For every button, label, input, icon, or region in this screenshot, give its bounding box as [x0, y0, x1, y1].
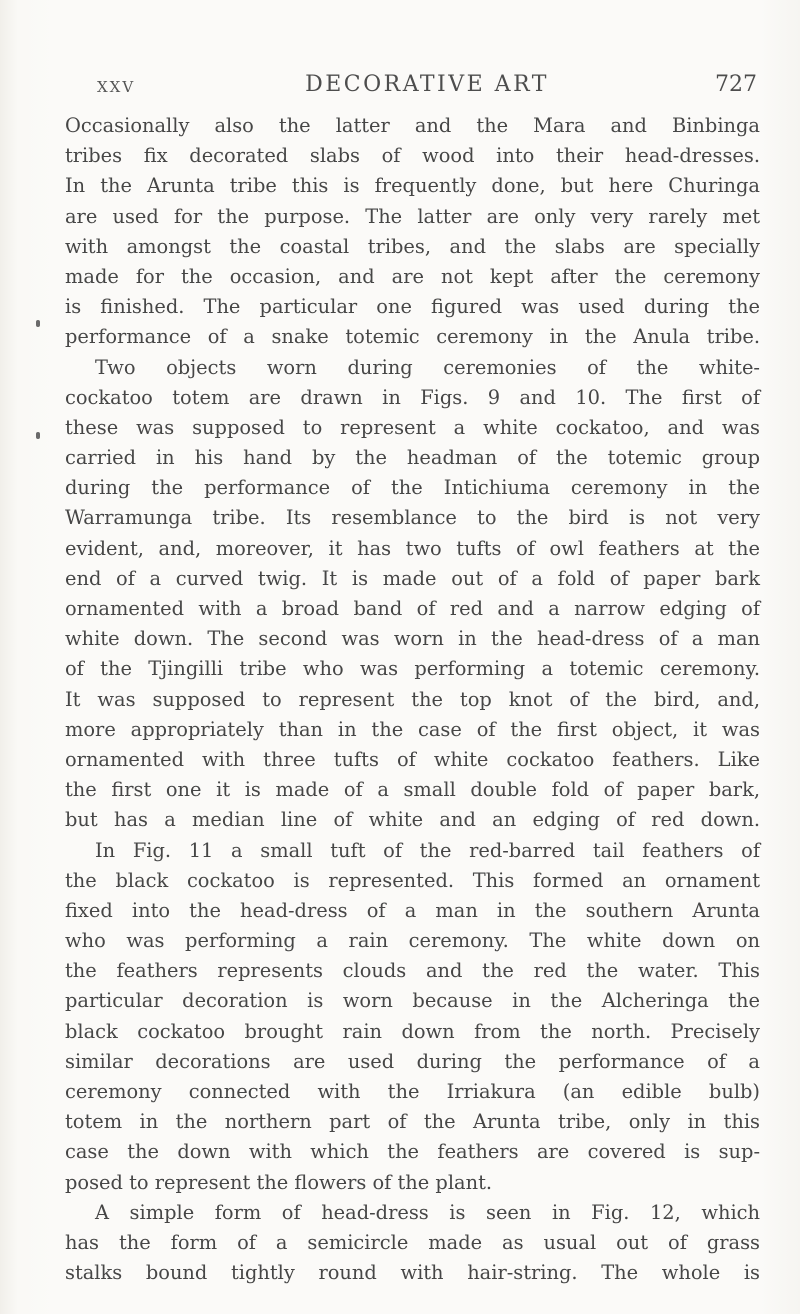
running-title: DECORATIVE ART: [305, 72, 549, 97]
chapter-number: XXV: [97, 78, 136, 96]
margin-mark: [36, 432, 40, 439]
text-line: case the down with which the feathers are covered is sup-: [65, 1140, 760, 1164]
text-line: ornamented with three tufts of white cockatoo feathers. Like: [65, 747, 760, 771]
page-number: 727: [715, 72, 757, 97]
text-line: end of a curved twig. It is made out of a fold of paper bark: [65, 566, 760, 590]
text-line: Occasionally also the latter and the Mara and Binbinga: [65, 114, 760, 137]
text-line: Warramunga tribe. Its resemblance to the bird is not very: [65, 506, 760, 530]
text-line: posed to represent the flowers of the plant.: [65, 1170, 493, 1194]
text-line: totem in the northern part of the Arunta tribe, only in this: [65, 1110, 760, 1134]
margin-mark: [36, 320, 40, 327]
text-line: particular decoration is worn because in the Alcheringa the: [65, 989, 760, 1013]
text-line: the feathers represents clouds and the red the water. This: [65, 959, 760, 983]
text-line: are used for the purpose. The latter are only very rarely met: [65, 204, 760, 228]
text-line: ornamented with a broad band of red and a narrow edging of: [65, 597, 760, 620]
text-line: performance of a snake totemic ceremony in the Anula tribe.: [65, 325, 760, 349]
text-line: ceremony connected with the Irriakura (an edible bulb): [65, 1080, 760, 1103]
text-line: In the Arunta tribe this is frequently done, but here Churinga: [65, 174, 760, 198]
text-line: cockatoo totem are drawn in Figs. 9 and 10. The first of: [65, 385, 760, 409]
text-line: A simple form of head-dress is seen in Fig. 12, which: [95, 1200, 760, 1224]
text-line: but has a median line of white and an edging of red down.: [65, 808, 760, 832]
text-line: made for the occasion, and are not kept after the ceremony: [65, 264, 760, 288]
text-line: the black cockatoo is represented. This formed an ornament: [65, 868, 760, 892]
running-head: [97, 72, 757, 106]
text-line: who was performing a rain ceremony. The white down on: [65, 929, 760, 953]
text-line: of the Tjingilli tribe who was performing a totemic ceremony.: [65, 657, 760, 681]
text-line: these was supposed to represent a white cockatoo, and was: [65, 415, 760, 439]
text-line: fixed into the head-dress of a man in the southern Arunta: [65, 898, 760, 922]
text-line: is finished. The particular one figured was used during the: [65, 295, 760, 319]
text-line: Two objects worn during ceremonies of the white-: [95, 355, 760, 379]
text-line: white down. The second was worn in the head-dress of a man: [65, 627, 760, 651]
text-line: carried in his hand by the headman of the totemic group: [65, 446, 760, 470]
text-line: tribes fix decorated slabs of wood into their head-dresses.: [65, 144, 760, 168]
text-line: during the performance of the Intichiuma ceremony in the: [65, 476, 760, 500]
text-line: with amongst the coastal tribes, and the slabs are specially: [65, 234, 760, 258]
text-line: black cockatoo brought rain down from the north. Precisely: [65, 1019, 760, 1043]
text-line: has the form of a semicircle made as usual out of grass: [65, 1230, 760, 1254]
text-line: evident, and, moreover, it has two tufts of owl feathers at the: [65, 536, 760, 560]
text-line: stalks bound tightly round with hair-string. The whole is: [65, 1261, 760, 1285]
text-line: It was supposed to represent the top knot of the bird, and,: [65, 687, 760, 711]
text-line: In Fig. 11 a small tuft of the red-barred tail feathers of: [95, 838, 760, 862]
text-line: similar decorations are used during the performance of a: [65, 1049, 760, 1073]
text-line: the first one it is made of a small double fold of paper bark,: [65, 778, 760, 802]
body-text: [65, 111, 760, 1288]
text-line: more appropriately than in the case of the first object, it was: [65, 717, 760, 741]
